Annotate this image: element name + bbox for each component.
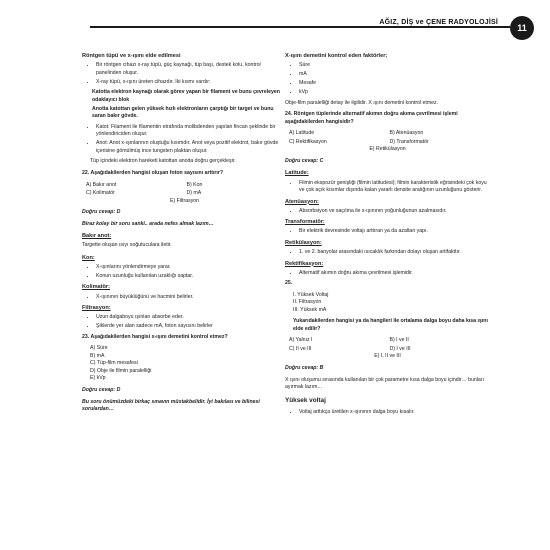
option: E) I, II ve III — [374, 353, 401, 360]
option: A) Bakır anot — [86, 181, 117, 188]
list-item: • X-ışınlarını yönlendirmeye yarar. — [96, 264, 287, 272]
option: E) kVp — [90, 375, 106, 382]
header-title: AĞIZ, DİŞ ve ÇENE RADYOLOJİSİ — [375, 19, 502, 26]
option: C) II ve III — [289, 345, 312, 352]
note-22: Biraz kolay bir soru sanki.. arada nefes almak lazım… — [82, 220, 214, 227]
yuksek-voltaj-list — [285, 409, 490, 417]
tube-list — [82, 62, 287, 86]
list-item: • Uzun dalgaboyu ışınları absorbe eder. — [96, 314, 287, 322]
left-column — [82, 52, 287, 414]
paragraph: Targette oluşan ısıyı soğutuculara iletir. — [82, 242, 172, 249]
paragraph: Obje-film paralelliği detay ile ilgilidir. X ışını demetini kontrol etmez. — [285, 99, 439, 106]
list-item: • X-ray tüpü, x-ışını üreten cihazdır. İki kısmı vardır: — [96, 79, 287, 87]
heading-rektifikasyon: Rektifikasyon: — [285, 260, 324, 267]
list-item: • X-ışınının büyüklüğünü ve hacmini belirler. — [96, 294, 287, 302]
list-item: • mA — [299, 71, 490, 79]
option: B) mA — [90, 352, 105, 359]
tube-sublist — [82, 89, 287, 121]
list-item: • Alternatif akımın doğru akıma çevrilmesi işlemidir. — [299, 270, 490, 278]
option: D) I ve III — [389, 345, 411, 352]
filtrasyon-list — [82, 314, 287, 331]
list-item: Katotta elektron kaynağı olarak görev yapan bir filament ve bunu çevreleyen odaklayıcı blok — [92, 89, 280, 103]
heading-yuksek-voltaj: Yüksek voltaj — [285, 396, 326, 404]
question-23-options — [82, 345, 287, 383]
list-item: • Süre — [299, 62, 490, 70]
list-item: • Şiklerde yer alan sadece mA, foton sayısını belirler — [96, 323, 287, 331]
paragraph: X ışını oluşumu sırasında kullanılan bir çok parametre kısa dalga boyu içindir… bunları ayırmak lazım… — [285, 376, 484, 391]
page-number: 11 — [510, 16, 534, 40]
list-item: • 1. ve 2. banyolar arasındaki ısıcaklık farkından dolayı oluşan artifakttır. — [299, 249, 490, 257]
latitude-list — [285, 180, 490, 195]
option: B) I ve II — [389, 337, 409, 344]
option: D) Obje ile filmin paralelliği — [90, 367, 152, 374]
option: B) Atenüasyon — [389, 130, 424, 137]
heading-atenuasyon: Atenüasyon: — [285, 198, 319, 205]
option: B) Kon — [186, 181, 203, 188]
option: E) Retikülasyon — [369, 146, 406, 153]
option: A) Süre — [90, 345, 108, 352]
answer-25: Doğru cevap: B — [285, 364, 324, 371]
list-item: Anotta katottan gelen yüksek hızlı elektronların çarptığı bir target ve bunu saran bakır gövde. — [92, 105, 274, 120]
list-item: • Bir röntgen cihazı x-ray tüpü, güç kaynağı, tüp başı, destek kolu, kontrol panelinden oluşur. — [96, 62, 287, 77]
option: A) Yalnız I — [289, 337, 313, 344]
list-item: I. Yüksek Voltaj — [293, 291, 329, 298]
section-heading: Röntgen tüpü ve x-ışını elde edilmesi — [82, 53, 181, 59]
heading-kon: Kon: — [82, 254, 95, 261]
cathode-anode-list — [82, 124, 287, 156]
list-item: • Konun uzunluğu kullanılan uzaklığı saptar. — [96, 273, 287, 281]
atenuasyon-list — [285, 208, 490, 216]
retikulasyon-list — [285, 249, 490, 257]
list-item: • Voltaj arttıkça üretilen x-ışınının dalga boyu kısalır. — [299, 409, 490, 417]
list-item: II. Filtrasyon — [293, 299, 322, 306]
question-25-items — [285, 292, 490, 315]
list-item: • Mesafe — [299, 80, 490, 88]
heading-retikulasyon: Retikülasyon: — [285, 239, 322, 246]
heading-filtrasyon: Filtrasyon: — [82, 305, 111, 312]
question-25-options — [285, 337, 490, 353]
list-item: • Bir elektrik devresinde voltajı arttıran ya da azaltan yapı. — [299, 228, 490, 236]
option: D) Transformatör — [389, 138, 429, 145]
question-23: 23. Aşağıdakilerden hangisi x-ışını demetini kontrol etmez? — [82, 333, 228, 340]
paragraph: Tüp içindeki elektron hareketi katottan anoda doğru gerçekleşir. — [90, 158, 236, 165]
kolimator-list — [82, 294, 287, 302]
heading-bakir-anot: Bakır anot: — [82, 233, 112, 240]
option: C) Kolimatör — [86, 190, 115, 197]
list-item: • kVp — [299, 89, 490, 97]
option: E) Filtrasyon — [169, 197, 200, 204]
page-header — [0, 16, 550, 42]
section-heading: X-ışını demetini kontrol eden faktörler; — [285, 53, 388, 59]
header-rule — [90, 26, 510, 28]
question-24: 24. Röntgen tüplerinde alternatif akımın doğru akıma çevrilmesi işlemi aşağıdakilerden hangisidir? — [285, 111, 458, 125]
answer-23: Doğru cevap: D — [82, 386, 121, 393]
factors-list — [285, 62, 490, 97]
question-22-options — [82, 182, 287, 198]
option: A) Latitude — [289, 130, 315, 137]
question-22: 22. Aşağıdakilerden hangisi oluşan foton sayısını arttırır? — [82, 169, 224, 176]
heading-latitude: Latitude: — [285, 170, 309, 177]
right-column — [285, 52, 490, 419]
question-25-stem: Yukarıdakilerden hangisi ya da hangileri ile ortalama dalga boyu daha kısa ışını elde edilir? — [293, 318, 488, 332]
question-25: 25. — [285, 280, 293, 287]
kon-list — [82, 264, 287, 281]
option: C) Rektifikasyon — [289, 138, 327, 145]
heading-transformator: Transformatör: — [285, 219, 325, 226]
list-item: • Filmin ekspozür genişliği (filmin latitudesi); filmin karakteristik eğrisindeki çok koyu ve çok açık kısımlar dışında kalan yararlı densite aralığının uzunluğunu gösterir. — [299, 180, 490, 195]
answer-22: Doğru cevap: D — [82, 209, 121, 216]
answer-24: Doğru cevap: C — [285, 157, 324, 164]
heading-kolimator: Kolimatör: — [82, 284, 110, 291]
option: D) mA — [186, 190, 202, 197]
list-item: • Katot: Filament ile filamentin etrafında molibdenden yapılan fincan şeklinde bir yönlendiriciden oluşur. — [96, 124, 287, 139]
question-24-options — [285, 130, 490, 146]
note-23: Bu soru önümüzdeki birkaç sınavın müstakbelidir. İyi bakılası ve bilinesi sorulardan… — [82, 398, 260, 413]
option: C) Tüp-film mesafesi — [90, 360, 138, 367]
rektifikasyon-list — [285, 270, 490, 278]
list-item: III. Yüksek mA — [293, 306, 327, 313]
list-item: • Absorbsiyon ve saçılma ile x-ışınının yoğunluğunun azalmasıdır. — [299, 208, 490, 216]
transformator-list — [285, 228, 490, 236]
list-item: • Anot: Anot x-ışınlarının oluştuğu kısımdır. Anot veya pozitif elektrot, bakır gövde içerisine gömülmüş ince tungsten plaktan oluşur. — [96, 140, 287, 155]
